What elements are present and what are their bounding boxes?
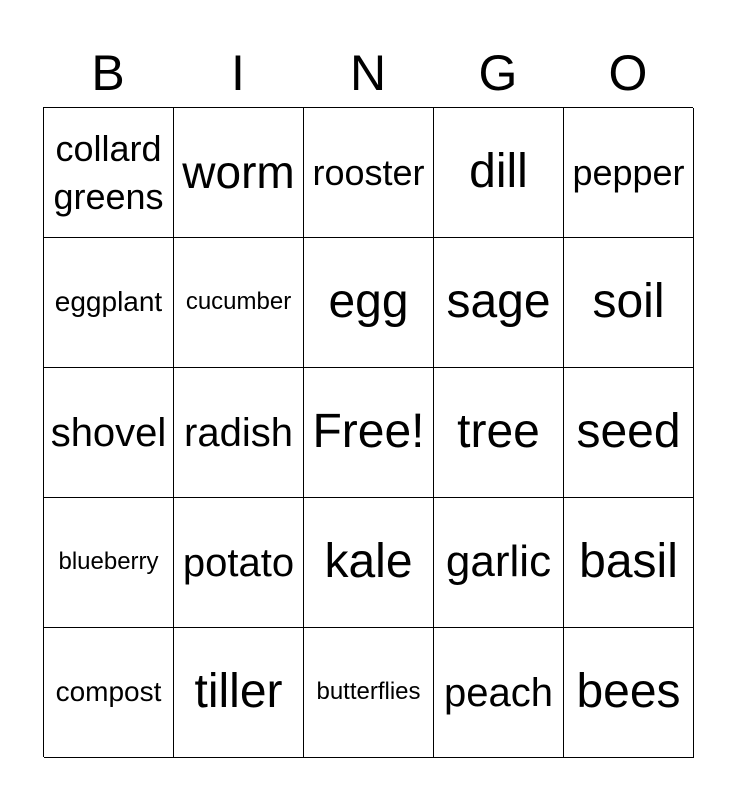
- bingo-cell[interactable]: peach: [434, 628, 564, 758]
- bingo-cell[interactable]: potato: [174, 498, 304, 628]
- bingo-cell[interactable]: cucumber: [174, 238, 304, 368]
- bingo-cell[interactable]: pepper: [564, 108, 694, 238]
- bingo-cell[interactable]: eggplant: [44, 238, 174, 368]
- header-letter-b: B: [91, 45, 125, 101]
- bingo-cell[interactable]: butterflies: [304, 628, 434, 758]
- header-letter-g: G: [478, 45, 518, 101]
- header-letter-n: N: [349, 45, 387, 101]
- bingo-cell[interactable]: garlic: [434, 498, 564, 628]
- bingo-cell[interactable]: rooster: [304, 108, 434, 238]
- bingo-cell[interactable]: worm: [174, 108, 304, 238]
- bingo-cell[interactable]: seed: [564, 368, 694, 498]
- bingo-cell[interactable]: tree: [434, 368, 564, 498]
- bingo-cell[interactable]: bees: [564, 628, 694, 758]
- bingo-cell[interactable]: tiller: [174, 628, 304, 758]
- bingo-cell[interactable]: compost: [44, 628, 174, 758]
- bingo-cell[interactable]: kale: [304, 498, 434, 628]
- bingo-cell[interactable]: collard greens: [44, 108, 174, 238]
- bingo-board: [43, 107, 693, 757]
- bingo-header: [43, 40, 693, 106]
- bingo-cell[interactable]: dill: [434, 108, 564, 238]
- bingo-cell[interactable]: sage: [434, 238, 564, 368]
- bingo-cell[interactable]: radish: [174, 368, 304, 498]
- bingo-cell[interactable]: basil: [564, 498, 694, 628]
- header-letter-o: O: [608, 45, 648, 101]
- header-letter-i: I: [231, 45, 245, 101]
- free-space-cell[interactable]: Free!: [304, 368, 434, 498]
- bingo-cell[interactable]: egg: [304, 238, 434, 368]
- bingo-cell[interactable]: shovel: [44, 368, 174, 498]
- bingo-cell[interactable]: blueberry: [44, 498, 174, 628]
- bingo-cell[interactable]: soil: [564, 238, 694, 368]
